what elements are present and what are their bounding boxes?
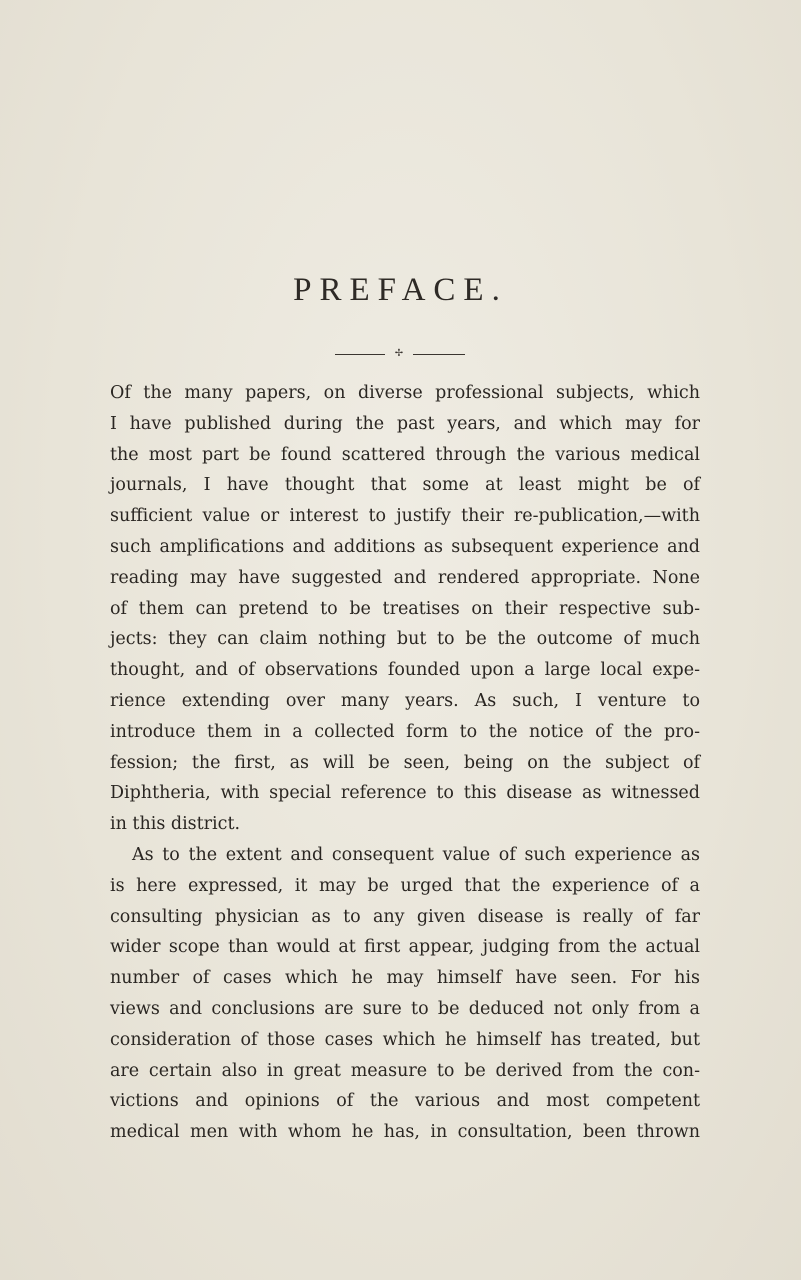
divider-line-right — [413, 354, 465, 355]
text-line: jects: they can claim nothing but to be the outcome of much — [110, 629, 700, 650]
text-line: victions and opinions of the various and most competent — [110, 1091, 700, 1112]
text-line: are certain also in great measure to be derived from the con- — [110, 1060, 700, 1081]
text-line: consulting physician as to any given disease is really of far — [110, 906, 700, 927]
ornamental-divider — [335, 348, 465, 359]
text-line: Of the many papers, on diverse professional subjects, which — [110, 383, 700, 403]
text-line: such amplifications and additions as subsequent experience and — [110, 536, 700, 557]
text-line: the most part be found scattered through the various medical — [110, 444, 700, 465]
text-line: views and conclusions are sure to be deduced not only from a — [110, 998, 700, 1019]
page-title: PREFACE. — [293, 272, 508, 308]
text-line: consideration of those cases which he himself has treated, but — [110, 1029, 700, 1050]
text-line: journals, I have thought that some at least might be of — [110, 475, 700, 496]
text-line: medical men with whom he has, in consultation, been thrown — [110, 1122, 700, 1143]
text-line: Diphtheria, with special reference to this disease as witnessed — [110, 783, 700, 804]
text-line: sufficient value or interest to justify their re-publication,—with — [110, 506, 700, 527]
divider-line-left — [335, 354, 385, 355]
text-line: I have published during the past years, and which may for — [110, 413, 700, 434]
text-line: is here expressed, it may be urged that the experience of a — [110, 875, 700, 896]
text-line: thought, and of observations founded upon a large local expe- — [110, 660, 700, 681]
text-line: As to the extent and consequent value of such experience as — [132, 844, 700, 865]
paragraph-1 — [110, 378, 700, 840]
text-line: number of cases which he may himself have seen. For his — [110, 968, 700, 989]
ornament-icon: ✢ — [394, 348, 404, 359]
preface-body — [110, 378, 700, 1148]
text-line: in this district. — [110, 814, 241, 835]
paragraph-2 — [110, 840, 700, 1148]
text-line: rience extending over many years. As such, I venture to — [110, 690, 700, 711]
text-line: fession; the first, as will be seen, being on the subject of — [110, 752, 700, 773]
text-line: wider scope than would at first appear, judging from the actual — [110, 937, 700, 958]
text-line: reading may have suggested and rendered appropriate. None — [110, 567, 700, 588]
text-line: introduce them in a collected form to the notice of the pro- — [110, 721, 700, 742]
text-line: of them can pretend to be treatises on their respective sub- — [110, 598, 700, 619]
